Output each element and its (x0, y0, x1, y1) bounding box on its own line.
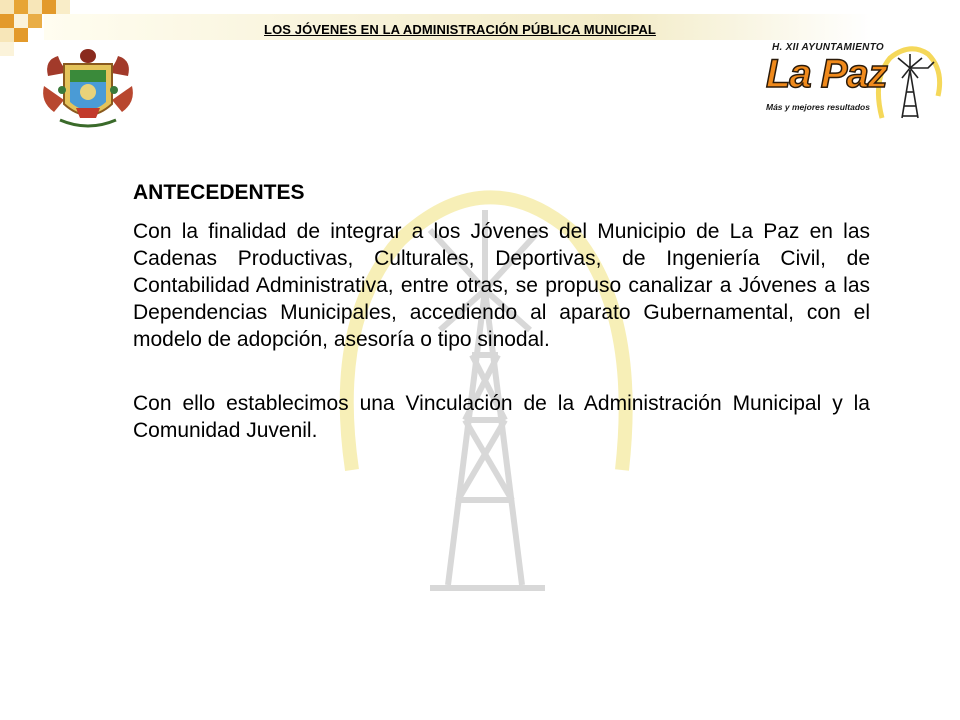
page-header-title: LOS JÓVENES EN LA ADMINISTRACIÓN PÚBLICA MUNICIPAL (264, 22, 656, 37)
section-heading: ANTECEDENTES (133, 181, 305, 204)
logo-name: La Paz (766, 52, 887, 96)
logo-slogan: Más y mejores resultados (766, 102, 870, 112)
paragraph-background: Con la finalidad de integrar a los Jóvenes del Municipio de La Paz en las Cadenas Productivas, Culturales, Deportivas, de Ingeniería Civil, de Contabilidad Administrativa, entre otras, se propuso canalizar a Jóvenes a las Dependencias Municipales, accediendo al aparato Gubernamental, con el modelo de adopción, asesoría o tipo sinodal. (133, 220, 870, 351)
slide-content (133, 180, 870, 444)
council-name: H. XII AYUNTAMIENTO (772, 42, 884, 53)
la-paz-logo (752, 40, 948, 122)
paragraph-conclusion: Con ello establecimos una Vinculación de la Administración Municipal y la Comunidad Juvenil. (133, 392, 870, 442)
municipal-coat-of-arms-icon (40, 46, 136, 132)
